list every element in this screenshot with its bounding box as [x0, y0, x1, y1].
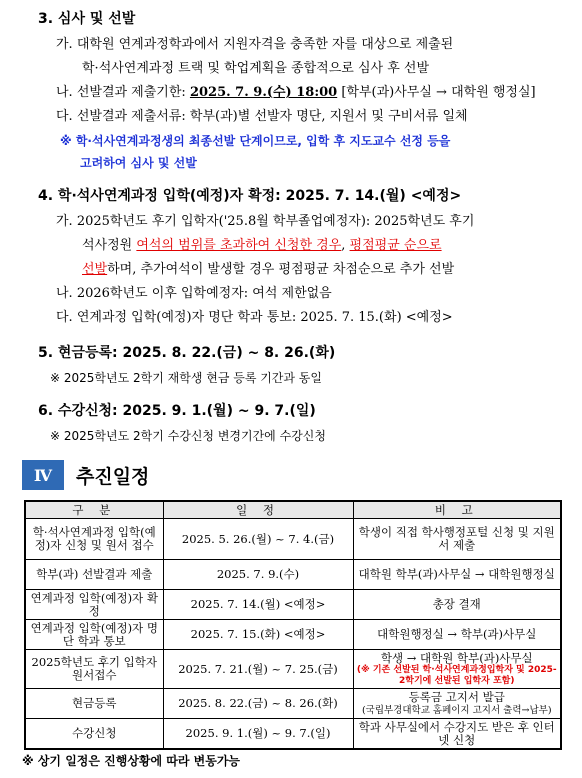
row-note: 학과 사무실에서 수강지도 받은 후 인터넷 신청	[353, 719, 561, 750]
section-3-note-line1: ※ 학·석사연계과정생의 최종선발 단계이므로, 입학 후 지도교수 선정 등을	[60, 134, 451, 148]
line3-suffix: 하며, 추가여석이 발생할 경우 평점평균 차점순으로 추가 선발	[107, 262, 455, 277]
section-iv-banner	[22, 460, 149, 490]
item-b-prefix: 나. 선발결과 제출기한:	[56, 85, 190, 100]
table-row	[25, 560, 561, 590]
schedule-table	[24, 500, 562, 750]
row-note-cell	[353, 650, 561, 689]
row-note: 총장 결재	[353, 590, 561, 620]
footer-note: ※ 상기 일정은 진행상황에 따라 변동가능	[22, 754, 241, 768]
row-note-cell	[353, 689, 561, 719]
table-row	[25, 519, 561, 560]
row-note: 등록금 고지서 발급	[408, 689, 505, 704]
row-date: 2025. 7. 14.(월) <예정>	[163, 590, 353, 620]
row-category: 연계과정 입학(예정)자 명단 학과 통보	[25, 620, 163, 650]
deadline-date: 2025. 7. 9.(수) 18:00	[189, 85, 338, 100]
row-category: 학부(과) 선발결과 제출	[25, 560, 163, 590]
line2-prefix: 석사정원	[82, 238, 137, 253]
table-header-row	[25, 501, 561, 519]
section-3-item-c: 다. 선발결과 제출서류: 학부(과)별 선발자 명단, 지원서 및 구비서류 일체	[56, 109, 468, 124]
table-row	[25, 650, 561, 689]
row-note: 대학원행정실 → 학부(과)사무실	[353, 620, 561, 650]
row-category: 학·석사연계과정 입학(예정)자 신청 및 원서 접수	[25, 519, 163, 560]
emphasis-select: 선발	[82, 262, 108, 277]
header-schedule: 일 정	[163, 501, 353, 519]
section-5-note: ※ 2025학년도 2학기 재학생 현금 등록 기간과 동일	[50, 371, 322, 385]
section-3-item-a-line2: 학·석사연계과정 트랙 및 학업계획을 종합적으로 심사 후 선발	[82, 61, 430, 76]
row-category: 수강신청	[25, 719, 163, 750]
row-category: 연계과정 입학(예정)자 확정	[25, 590, 163, 620]
section-4-item-a-line2	[82, 237, 442, 255]
row-date: 2025. 7. 15.(화) <예정>	[163, 620, 353, 650]
section-5-heading: 5. 현금등록: 2025. 8. 22.(금) ~ 8. 26.(화)	[38, 345, 336, 361]
row-note-red: (※ 기존 선발된 학·석사연계과정입학자 및 2025-2학기에 선발된 입학자 포함)	[356, 664, 557, 686]
section-6-heading: 6. 수강신청: 2025. 9. 1.(월) ~ 9. 7.(일)	[38, 403, 316, 419]
header-remarks: 비 고	[353, 501, 561, 519]
section-3-note-line2: 고려하여 심사 및 선발	[80, 156, 197, 170]
row-date: 2025. 7. 21.(월) ~ 7. 25.(금)	[163, 650, 353, 689]
table-row	[25, 620, 561, 650]
section-6-note: ※ 2025학년도 2학기 수강신청 변경기간에 수강신청	[50, 429, 326, 443]
section-3-item-b	[56, 84, 536, 102]
row-date: 2025. 5. 26.(월) ~ 7. 4.(금)	[163, 519, 353, 560]
row-date: 2025. 9. 1.(월) ~ 9. 7.(일)	[163, 719, 353, 750]
table-row	[25, 590, 561, 620]
row-category: 2025학년도 후기 입학자 원서접수	[25, 650, 163, 689]
row-note: 대학원 학부(과)사무실 → 대학원행정실	[353, 560, 561, 590]
row-note: 학생이 직접 학사행정포털 신청 및 지원서 제출	[353, 519, 561, 560]
comma: ,	[341, 238, 350, 253]
row-date: 2025. 7. 9.(수)	[163, 560, 353, 590]
section-iv-title: 추진일정	[76, 465, 150, 488]
section-3-heading: 3. 심사 및 선발	[38, 11, 136, 27]
item-b-suffix: [학부(과)사무실 → 대학원 행정실]	[337, 85, 536, 100]
section-4-item-c: 다. 연계과정 입학(예정)자 명단 학과 통보: 2025. 7. 15.(화) <예정>	[56, 310, 453, 325]
row-category: 현금등록	[25, 689, 163, 719]
row-note-small: (국립부경대학교 홈페이지 고지서 출력→납부)	[361, 704, 552, 716]
row-date: 2025. 8. 22.(금) ~ 8. 26.(화)	[163, 689, 353, 719]
table-row	[25, 689, 561, 719]
section-3-item-a-line1: 가. 대학원 연계과정학과에서 지원자격을 충족한 자를 대상으로 제출된	[56, 37, 454, 52]
header-category: 구 분	[25, 501, 163, 519]
emphasis-exceed: 여석의 범위를 초과하여 신청한 경우	[136, 238, 342, 253]
row-note: 학생 → 대학원 학부(과)사무실	[380, 650, 533, 665]
section-4-item-a-line1: 가. 2025학년도 후기 입학자('25.8월 학부졸업예정자): 2025학년도 후기	[56, 214, 475, 229]
emphasis-gpa-order: 평점평균 순으로	[349, 238, 442, 253]
section-4-heading: 4. 학·석사연계과정 입학(예정)자 확정: 2025. 7. 14.(월) <예정>	[38, 188, 462, 204]
section-4-item-b: 나. 2026학년도 이후 입학예정자: 여석 제한없음	[56, 286, 332, 301]
table-row	[25, 719, 561, 750]
roman-numeral-badge: Ⅳ	[22, 460, 64, 490]
section-4-item-a-line3	[82, 261, 454, 279]
